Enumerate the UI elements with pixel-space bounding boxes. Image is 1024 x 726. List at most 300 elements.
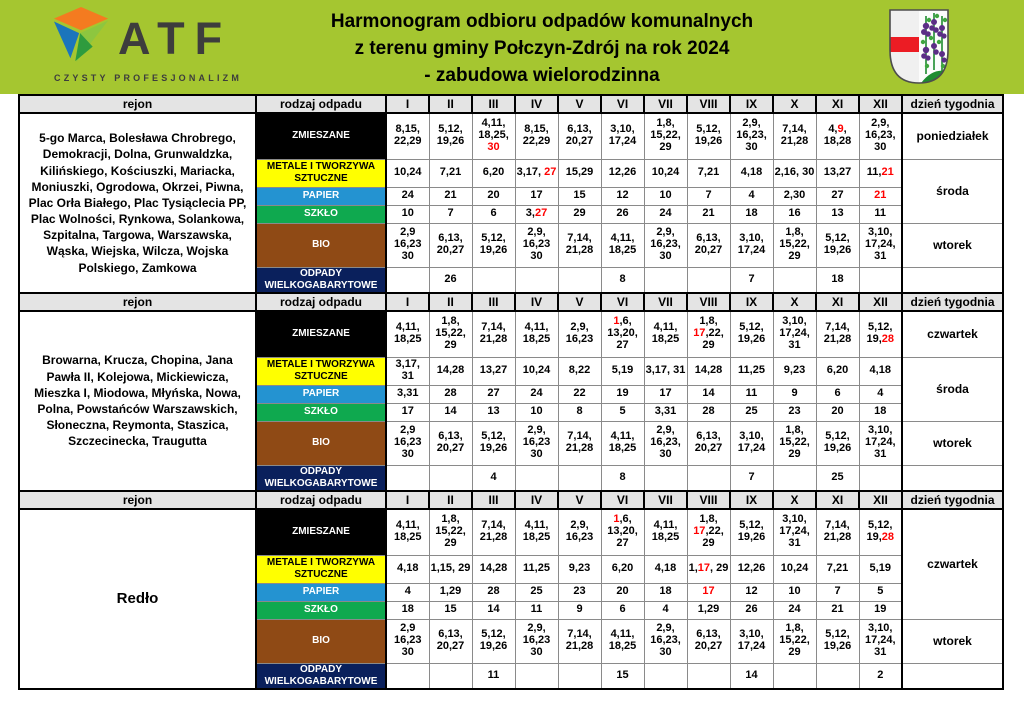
- schedule-cell: 3,10, 17,24, 31: [859, 619, 902, 663]
- waste-type-cell: SZKŁO: [256, 403, 386, 421]
- schedule-cell: 20: [472, 187, 515, 205]
- month-header: X: [773, 491, 816, 509]
- month-header: VI: [601, 95, 644, 113]
- waste-type-cell: METALE I TWORZYWA SZTUCZNE: [256, 159, 386, 187]
- day-cell: [902, 663, 1003, 689]
- schedule-cell: 2,9, 16,23, 30: [644, 619, 687, 663]
- month-header: II: [429, 293, 472, 311]
- schedule-cell: 24: [386, 187, 429, 205]
- month-header: VI: [601, 293, 644, 311]
- schedule-cell: 24: [515, 385, 558, 403]
- schedule-cell: 6,13, 20,27: [687, 619, 730, 663]
- schedule-cell: 11: [472, 663, 515, 689]
- schedule-cell: 5,12, 19,26: [730, 509, 773, 555]
- schedule-cell: 28: [429, 385, 472, 403]
- schedule-cell: 6,13, 20,27: [687, 223, 730, 267]
- schedule-cell: 3,31: [644, 403, 687, 421]
- schedule-cell: 1,8, 15,22, 29: [429, 311, 472, 357]
- schedule-cell: [859, 267, 902, 293]
- region-header: rejon: [19, 491, 256, 509]
- day-of-week-header: dzień tygodnia: [902, 95, 1003, 113]
- schedule-cell: [386, 267, 429, 293]
- schedule-cell: 10,24: [644, 159, 687, 187]
- schedule-cell: 10: [773, 583, 816, 601]
- day-of-week-header: dzień tygodnia: [902, 491, 1003, 509]
- month-header: XII: [859, 491, 902, 509]
- schedule-cell: 12: [601, 187, 644, 205]
- title-line-3: - zabudowa wielorodzinna: [424, 64, 660, 86]
- waste-type-header: rodzaj odpadu: [256, 293, 386, 311]
- schedule-cell: 2,9, 16,23: [558, 509, 601, 555]
- schedule-cell: 14: [472, 601, 515, 619]
- schedule-cell: 5: [601, 403, 644, 421]
- schedule-cell: 6,13, 20,27: [687, 421, 730, 465]
- schedule-cell: 5,12, 19,26: [816, 421, 859, 465]
- schedule-cell: 7: [429, 205, 472, 223]
- schedule-cell: 2,9 16,23 30: [386, 619, 429, 663]
- waste-type-cell: ODPADY WIELKOGABARYTOWE: [256, 267, 386, 293]
- day-cell: czwartek: [902, 509, 1003, 619]
- month-header: III: [472, 95, 515, 113]
- schedule-cell: 15: [601, 663, 644, 689]
- schedule-cell: 4,18: [644, 555, 687, 583]
- schedule-cell: 3,17, 31: [644, 357, 687, 385]
- schedule-cell: 5,12, 19,26: [429, 113, 472, 159]
- schedule-cell: 2,9, 16,23 30: [515, 223, 558, 267]
- schedule-cell: 17: [687, 583, 730, 601]
- schedule-cell: 4,11, 18,25: [601, 619, 644, 663]
- schedule-cell: 1,17, 29: [687, 555, 730, 583]
- schedule-cell: 2,9, 16,23 30: [515, 619, 558, 663]
- schedule-cell: 18: [644, 583, 687, 601]
- schedule-cell: 4,11, 18,25: [644, 509, 687, 555]
- schedule-cell: 1,6, 13,20, 27: [601, 509, 644, 555]
- schedule-cell: 3,17, 31: [386, 357, 429, 385]
- schedule-cell: 7: [816, 583, 859, 601]
- schedule-cell: 2,9 16,23 30: [386, 421, 429, 465]
- month-header: III: [472, 293, 515, 311]
- waste-type-cell: METALE I TWORZYWA SZTUCZNE: [256, 357, 386, 385]
- schedule-cell: 8,22: [558, 357, 601, 385]
- schedule-cell: 8: [601, 465, 644, 491]
- schedule-cell: 6: [816, 385, 859, 403]
- month-header: I: [386, 491, 429, 509]
- day-cell: czwartek: [902, 311, 1003, 357]
- waste-type-cell: SZKŁO: [256, 205, 386, 223]
- schedule-cell: 4: [859, 385, 902, 403]
- schedule-cell: 21: [429, 187, 472, 205]
- schedule-cell: 8: [601, 267, 644, 293]
- header-band: [0, 0, 1024, 94]
- schedule-cell: [515, 663, 558, 689]
- schedule-cell: 3,10, 17,24: [601, 113, 644, 159]
- month-header: VIII: [687, 95, 730, 113]
- schedule-cell: 7: [730, 465, 773, 491]
- schedule-cell: 1,8, 15,22, 29: [773, 421, 816, 465]
- schedule-cell: 3,31: [386, 385, 429, 403]
- schedule-cell: 27: [816, 187, 859, 205]
- schedule-cell: [515, 465, 558, 491]
- schedule-cell: [687, 663, 730, 689]
- schedule-cell: 4,11, 18,25, 30: [472, 113, 515, 159]
- schedule-cell: 20: [816, 403, 859, 421]
- schedule-cell: 4,9, 18,28: [816, 113, 859, 159]
- schedule-cell: 4,11, 18,25: [515, 311, 558, 357]
- schedule-cell: 29: [558, 205, 601, 223]
- schedule-cell: 22: [558, 385, 601, 403]
- schedule-cell: 4,18: [859, 357, 902, 385]
- schedule-cell: 3,10, 17,24, 31: [859, 223, 902, 267]
- schedule-cell: 9: [773, 385, 816, 403]
- waste-type-cell: SZKŁO: [256, 601, 386, 619]
- month-header: V: [558, 95, 601, 113]
- schedule-cell: 14,28: [687, 357, 730, 385]
- schedule-cell: 21: [816, 601, 859, 619]
- schedule-cell: 18: [816, 267, 859, 293]
- schedule-cell: 23: [773, 403, 816, 421]
- month-header: II: [429, 95, 472, 113]
- schedule-table: [18, 94, 1004, 690]
- schedule-cell: 6,20: [472, 159, 515, 187]
- schedule-row: [19, 113, 1003, 159]
- waste-type-cell: BIO: [256, 421, 386, 465]
- schedule-cell: 6,20: [816, 357, 859, 385]
- schedule-cell: 3,10, 17,24, 31: [773, 311, 816, 357]
- schedule-cell: 8,15, 22,29: [386, 113, 429, 159]
- schedule-cell: 15: [429, 601, 472, 619]
- schedule-cell: 7,21: [687, 159, 730, 187]
- schedule-cell: 17: [515, 187, 558, 205]
- schedule-cell: 26: [429, 267, 472, 293]
- schedule-cell: 14: [687, 385, 730, 403]
- schedule-cell: 25: [515, 583, 558, 601]
- schedule-cell: 19: [601, 385, 644, 403]
- month-header: II: [429, 491, 472, 509]
- schedule-cell: 7,21: [816, 555, 859, 583]
- schedule-cell: 7,14, 21,28: [773, 113, 816, 159]
- schedule-cell: [644, 465, 687, 491]
- day-cell: wtorek: [902, 619, 1003, 663]
- schedule-cell: 5,12, 19,26: [816, 223, 859, 267]
- schedule-cell: 5,12, 19,26: [472, 223, 515, 267]
- month-header: IX: [730, 491, 773, 509]
- waste-type-header: rodzaj odpadu: [256, 491, 386, 509]
- month-header: X: [773, 95, 816, 113]
- schedule-cell: 15,29: [558, 159, 601, 187]
- month-header: XI: [816, 95, 859, 113]
- schedule-cell: 10,24: [515, 357, 558, 385]
- schedule-cell: [687, 465, 730, 491]
- atf-logo: [52, 6, 252, 83]
- section-header-row: [19, 491, 1003, 509]
- schedule-cell: [386, 465, 429, 491]
- schedule-cell: 21: [687, 205, 730, 223]
- schedule-cell: 5,12, 19,26: [816, 619, 859, 663]
- waste-type-cell: ODPADY WIELKOGABARYTOWE: [256, 465, 386, 491]
- logo-tagline: CZYSTY PROFESJONALIZM: [54, 73, 243, 83]
- schedule-cell: 4: [386, 583, 429, 601]
- schedule-cell: 20: [601, 583, 644, 601]
- schedule-cell: 11: [730, 385, 773, 403]
- schedule-cell: [859, 465, 902, 491]
- schedule-cell: 14: [429, 403, 472, 421]
- month-header: XII: [859, 293, 902, 311]
- schedule-cell: 1,8, 15,22, 29: [773, 223, 816, 267]
- region-header: rejon: [19, 293, 256, 311]
- schedule-cell: 19: [859, 601, 902, 619]
- day-cell: środa: [902, 159, 1003, 223]
- waste-type-cell: ODPADY WIELKOGABARYTOWE: [256, 663, 386, 689]
- month-header: VII: [644, 95, 687, 113]
- month-header: VIII: [687, 293, 730, 311]
- schedule-cell: 7,14, 21,28: [558, 619, 601, 663]
- month-header: XI: [816, 293, 859, 311]
- schedule-cell: [429, 663, 472, 689]
- schedule-cell: 4,11, 18,25: [644, 311, 687, 357]
- schedule-cell: 28: [472, 583, 515, 601]
- schedule-cell: 5,12, 19,26: [687, 113, 730, 159]
- month-header: IV: [515, 491, 558, 509]
- schedule-cell: [644, 267, 687, 293]
- schedule-cell: 4,11, 18,25: [515, 509, 558, 555]
- schedule-cell: 11: [859, 205, 902, 223]
- waste-type-cell: BIO: [256, 223, 386, 267]
- schedule-cell: 10,24: [386, 159, 429, 187]
- month-header: V: [558, 293, 601, 311]
- schedule-cell: 10,24: [773, 555, 816, 583]
- schedule-cell: 7,14, 21,28: [558, 421, 601, 465]
- schedule-cell: 13: [472, 403, 515, 421]
- schedule-cell: 7,14, 21,28: [558, 223, 601, 267]
- schedule-cell: 6,13, 20,27: [558, 113, 601, 159]
- schedule-cell: 7,14, 21,28: [472, 311, 515, 357]
- schedule-cell: 17: [644, 385, 687, 403]
- schedule-cell: 8: [558, 403, 601, 421]
- schedule-row: [19, 311, 1003, 357]
- schedule-cell: 6: [472, 205, 515, 223]
- schedule-cell: [816, 663, 859, 689]
- schedule-cell: 18: [859, 403, 902, 421]
- schedule-cell: 7,14, 21,28: [816, 509, 859, 555]
- schedule-cell: 25: [816, 465, 859, 491]
- schedule-cell: 8,15, 22,29: [515, 113, 558, 159]
- page-title: [240, 9, 844, 90]
- schedule-cell: 10: [386, 205, 429, 223]
- region-cell: 5-go Marca, Bolesława Chrobrego, Demokracji, Dolna, Grunwaldzka, Kilińskiego, Kościuszki, Mariacka, Moniuszki, Ogrodowa, Okrzei, Piwna, Plac Orła Białego, Plac Tysiąclecia PP, Plac Wolności, Rynkowa, Solankowa, Szpitalna, Targowa, Warszawska, Wąska, Wiejska, Wilcza, Wojska Polskiego, Zamkowa: [19, 113, 256, 293]
- waste-type-cell: METALE I TWORZYWA SZTUCZNE: [256, 555, 386, 583]
- month-header: IX: [730, 293, 773, 311]
- schedule-cell: 17: [386, 403, 429, 421]
- schedule-cell: 12,26: [601, 159, 644, 187]
- schedule-cell: 7,14, 21,28: [816, 311, 859, 357]
- schedule-cell: 26: [601, 205, 644, 223]
- waste-type-cell: ZMIESZANE: [256, 113, 386, 159]
- waste-type-cell: PAPIER: [256, 187, 386, 205]
- month-header: X: [773, 293, 816, 311]
- schedule-cell: 4,18: [730, 159, 773, 187]
- waste-type-header: rodzaj odpadu: [256, 95, 386, 113]
- schedule-cell: [386, 663, 429, 689]
- schedule-cell: 24: [773, 601, 816, 619]
- schedule-cell: 11,25: [515, 555, 558, 583]
- day-cell: [902, 465, 1003, 491]
- schedule-cell: [558, 465, 601, 491]
- schedule-cell: 1,6, 13,20, 27: [601, 311, 644, 357]
- schedule-cell: [644, 663, 687, 689]
- schedule-cell: 5,12, 19,28: [859, 509, 902, 555]
- schedule-cell: 1,8, 15,22, 29: [644, 113, 687, 159]
- schedule-cell: 4,11, 18,25: [601, 223, 644, 267]
- month-header: III: [472, 491, 515, 509]
- schedule-cell: 1,8, 15,22, 29: [773, 619, 816, 663]
- section-header-row: [19, 293, 1003, 311]
- schedule-wrapper: [18, 94, 1024, 690]
- schedule-cell: 5,12, 19,28: [859, 311, 902, 357]
- schedule-cell: 11: [515, 601, 558, 619]
- month-header: I: [386, 95, 429, 113]
- region-cell: Redło: [19, 509, 256, 689]
- schedule-cell: 3,10, 17,24: [730, 421, 773, 465]
- logo-text: ATF: [118, 13, 233, 64]
- day-cell: poniedziałek: [902, 113, 1003, 159]
- schedule-cell: 4: [644, 601, 687, 619]
- schedule-cell: [773, 465, 816, 491]
- schedule-cell: 2,9, 16,23, 30: [644, 223, 687, 267]
- month-header: VI: [601, 491, 644, 509]
- schedule-cell: 5,12, 19,26: [472, 421, 515, 465]
- schedule-cell: 4,18: [386, 555, 429, 583]
- schedule-cell: 2,9, 16,23, 30: [644, 421, 687, 465]
- month-header: IX: [730, 95, 773, 113]
- schedule-cell: 2,9 16,23 30: [386, 223, 429, 267]
- schedule-cell: [558, 663, 601, 689]
- polczyn-zdroj-crest-icon: [888, 8, 950, 91]
- schedule-cell: 4,11, 18,25: [386, 311, 429, 357]
- schedule-cell: 14,28: [472, 555, 515, 583]
- title-line-2: z terenu gminy Połczyn-Zdrój na rok 2024: [354, 37, 730, 59]
- schedule-cell: 2,9, 16,23, 30: [859, 113, 902, 159]
- schedule-cell: 1,8, 17,22, 29: [687, 311, 730, 357]
- schedule-cell: [773, 267, 816, 293]
- section-header-row: [19, 95, 1003, 113]
- schedule-cell: 2,30: [773, 187, 816, 205]
- schedule-cell: 3,27: [515, 205, 558, 223]
- schedule-cell: 6,13, 20,27: [429, 619, 472, 663]
- schedule-cell: 4,11, 18,25: [386, 509, 429, 555]
- month-header: VIII: [687, 491, 730, 509]
- schedule-cell: [773, 663, 816, 689]
- month-header: V: [558, 491, 601, 509]
- schedule-cell: 13,27: [816, 159, 859, 187]
- schedule-cell: 5,19: [859, 555, 902, 583]
- schedule-cell: 3,10, 17,24: [730, 619, 773, 663]
- schedule-cell: [558, 267, 601, 293]
- month-header: I: [386, 293, 429, 311]
- day-cell: wtorek: [902, 421, 1003, 465]
- schedule-cell: 3,17, 27: [515, 159, 558, 187]
- schedule-cell: 13,27: [472, 357, 515, 385]
- month-header: IV: [515, 293, 558, 311]
- waste-type-cell: PAPIER: [256, 385, 386, 403]
- day-of-week-header: dzień tygodnia: [902, 293, 1003, 311]
- schedule-cell: 28: [687, 403, 730, 421]
- schedule-cell: [429, 465, 472, 491]
- month-header: XII: [859, 95, 902, 113]
- schedule-cell: 11,25: [730, 357, 773, 385]
- schedule-cell: 4: [472, 465, 515, 491]
- schedule-cell: 9,23: [558, 555, 601, 583]
- schedule-cell: 1,29: [429, 583, 472, 601]
- schedule-cell: 26: [730, 601, 773, 619]
- schedule-cell: 12: [730, 583, 773, 601]
- schedule-cell: [687, 267, 730, 293]
- schedule-cell: 3,10, 17,24: [730, 223, 773, 267]
- schedule-cell: 4: [730, 187, 773, 205]
- schedule-row: [19, 509, 1003, 555]
- schedule-cell: 6,13, 20,27: [429, 421, 472, 465]
- schedule-cell: 14: [730, 663, 773, 689]
- schedule-cell: 1,8, 17,22, 29: [687, 509, 730, 555]
- schedule-cell: 2,9, 16,23: [558, 311, 601, 357]
- schedule-cell: 15: [558, 187, 601, 205]
- month-header: XI: [816, 491, 859, 509]
- schedule-cell: 10: [644, 187, 687, 205]
- schedule-cell: 27: [472, 385, 515, 403]
- schedule-cell: 5,12, 19,26: [730, 311, 773, 357]
- waste-type-cell: PAPIER: [256, 583, 386, 601]
- schedule-cell: 11,21: [859, 159, 902, 187]
- schedule-cell: 5: [859, 583, 902, 601]
- schedule-cell: 2: [859, 663, 902, 689]
- schedule-cell: 6,20: [601, 555, 644, 583]
- region-cell: Browarna, Krucza, Chopina, Jana Pawła II, Kolejowa, Mickiewicza, Mieszka I, Miodowa, Młyńska, Nowa, Polna, Powstańców Warszawskich, Słoneczna, Reymonta, Staszica, Szczecinecka, Traugutta: [19, 311, 256, 491]
- atf-logo-icon: [52, 6, 114, 71]
- month-header: VII: [644, 491, 687, 509]
- schedule-cell: 16: [773, 205, 816, 223]
- schedule-cell: 2,16, 30: [773, 159, 816, 187]
- waste-type-cell: ZMIESZANE: [256, 509, 386, 555]
- schedule-cell: 13: [816, 205, 859, 223]
- schedule-cell: 21: [859, 187, 902, 205]
- schedule-cell: 7,21: [429, 159, 472, 187]
- schedule-cell: 3,10, 17,24, 31: [859, 421, 902, 465]
- day-cell: [902, 267, 1003, 293]
- waste-type-cell: BIO: [256, 619, 386, 663]
- schedule-cell: 9: [558, 601, 601, 619]
- schedule-cell: 2,9, 16,23 30: [515, 421, 558, 465]
- schedule-cell: 7: [687, 187, 730, 205]
- schedule-cell: 23: [558, 583, 601, 601]
- schedule-cell: 9,23: [773, 357, 816, 385]
- schedule-cell: 12,26: [730, 555, 773, 583]
- month-header: VII: [644, 293, 687, 311]
- schedule-cell: 1,8, 15,22, 29: [429, 509, 472, 555]
- schedule-cell: [472, 267, 515, 293]
- day-cell: wtorek: [902, 223, 1003, 267]
- schedule-cell: 14,28: [429, 357, 472, 385]
- schedule-cell: 1,29: [687, 601, 730, 619]
- schedule-cell: 1,15, 29: [429, 555, 472, 583]
- day-cell: środa: [902, 357, 1003, 421]
- schedule-cell: 2,9, 16,23, 30: [730, 113, 773, 159]
- schedule-cell: 18: [730, 205, 773, 223]
- schedule-cell: 10: [515, 403, 558, 421]
- schedule-cell: 18: [386, 601, 429, 619]
- schedule-cell: 3,10, 17,24, 31: [773, 509, 816, 555]
- region-header: rejon: [19, 95, 256, 113]
- schedule-cell: 7,14, 21,28: [472, 509, 515, 555]
- schedule-cell: [515, 267, 558, 293]
